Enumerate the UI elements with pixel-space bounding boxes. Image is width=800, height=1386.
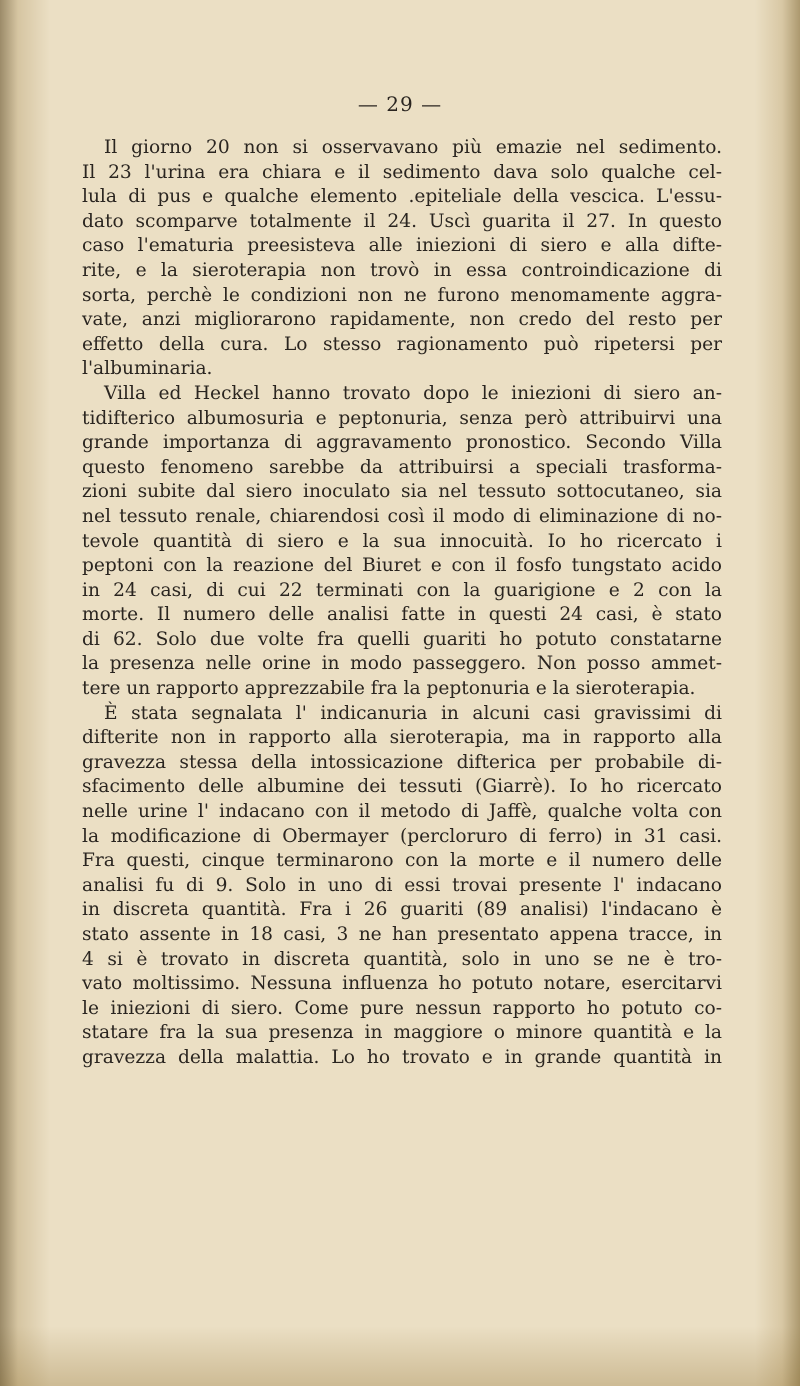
text-line: questo fenomeno sarebbe da attribuirsi a speciali trasforma- bbox=[82, 456, 722, 478]
text-line: zioni subite dal siero inoculato sia nel tessuto sottocutaneo, sia bbox=[82, 481, 722, 503]
text-line: di 62. Solo due volte fra quelli guariti ho potuto constatarne bbox=[82, 628, 722, 650]
text-line: vato moltissimo. Nessuna influenza ho potuto notare, esercitarvi bbox=[82, 973, 722, 995]
text-line: stato assente in 18 casi, 3 ne han presentato appena tracce, in bbox=[82, 924, 722, 945]
text-line: tevole quantità di siero e la sua innocuità. Io ho ricercato i bbox=[82, 530, 722, 552]
text-line: difterite non in rapporto alla sieroterapia, ma in rapporto alla bbox=[82, 727, 722, 749]
text-line: lula di pus e qualche elemento .epiteliale della vescica. L'essu- bbox=[82, 186, 722, 208]
text-line: peptoni con la reazione del Biuret e con il fosfo tungstato acido bbox=[82, 555, 722, 577]
text-line: le iniezioni di siero. Come pure nessun rapporto ho potuto co- bbox=[82, 997, 722, 1019]
text-line: effetto della cura. Lo stesso ragionamento può ripetersi per bbox=[82, 333, 722, 355]
text-line: la presenza nelle orine in modo passeggero. Non posso ammet- bbox=[82, 653, 722, 675]
text-line: l'albuminaria. bbox=[82, 358, 213, 380]
text-line: Villa ed Heckel hanno trovato dopo le iniezioni di siero an- bbox=[104, 382, 722, 404]
text-line: rite, e la sieroterapia non trovò in essa controindicazione di bbox=[82, 259, 722, 281]
text-line: sorta, perchè le condizioni non ne furono menomamente aggra- bbox=[82, 284, 722, 306]
text-line: morte. Il numero delle analisi fatte in questi 24 casi, è stato bbox=[82, 604, 722, 626]
text-line: Fra questi, cinque terminarono con la morte e il numero delle bbox=[82, 850, 722, 872]
text-line: in discreta quantità. Fra i 26 guariti (89 analisi) l'indacano è bbox=[82, 899, 722, 921]
text-line: 4 si è trovato in discreta quantità, solo in uno se ne è tro- bbox=[82, 948, 722, 970]
text-line: gravezza della malattia. Lo ho trovato e in grande quantità in bbox=[82, 1046, 722, 1068]
text-line: sfacimento delle albumine dei tessuti (Giarrè). Io ho ricercato bbox=[82, 776, 722, 798]
text-line: Il 23 l'urina era chiara e il sedimento dava solo qualche cel- bbox=[82, 161, 722, 183]
text-line: analisi fu di 9. Solo in uno di essi trovai presente l' indacano bbox=[82, 874, 722, 896]
text-line: caso l'ematuria preesisteva alle iniezioni di siero e alla difte- bbox=[82, 235, 722, 257]
body-text bbox=[82, 136, 722, 1071]
text-line: grande importanza di aggravamento pronostico. Secondo Villa bbox=[82, 432, 722, 454]
text-line: nel tessuto renale, chiarendosi così il modo di eliminazione di no- bbox=[82, 505, 722, 527]
page-number: — 29 — bbox=[357, 92, 443, 116]
text-line: dato scomparve totalmente il 24. Uscì guarita il 27. In questo bbox=[82, 210, 722, 232]
text-line: tere un rapporto apprezzabile fra la peptonuria e la sieroterapia. bbox=[82, 678, 696, 700]
text-line: gravezza stessa della intossicazione difterica per probabile di- bbox=[82, 751, 722, 773]
text-line: nelle urine l' indacano con il metodo di Jaffè, qualche volta con bbox=[82, 801, 722, 823]
text-line: tidifterico albumosuria e peptonuria, senza però attribuirvi una bbox=[82, 407, 722, 429]
text-line: È stata segnalata l' indicanuria in alcuni casi gravissimi di bbox=[104, 702, 722, 724]
text-line: in 24 casi, di cui 22 terminati con la guarigione e 2 con la bbox=[82, 579, 722, 601]
text-line: la modificazione di Obermayer (percloruro di ferro) in 31 casi. bbox=[82, 825, 722, 847]
text-line: Il giorno 20 non si osservavano più emazie nel sedimento. bbox=[104, 137, 722, 158]
text-line: statare fra la sua presenza in maggiore o minore quantità e la bbox=[82, 1022, 722, 1044]
text-line: vate, anzi migliorarono rapidamente, non credo del resto per bbox=[82, 309, 722, 331]
